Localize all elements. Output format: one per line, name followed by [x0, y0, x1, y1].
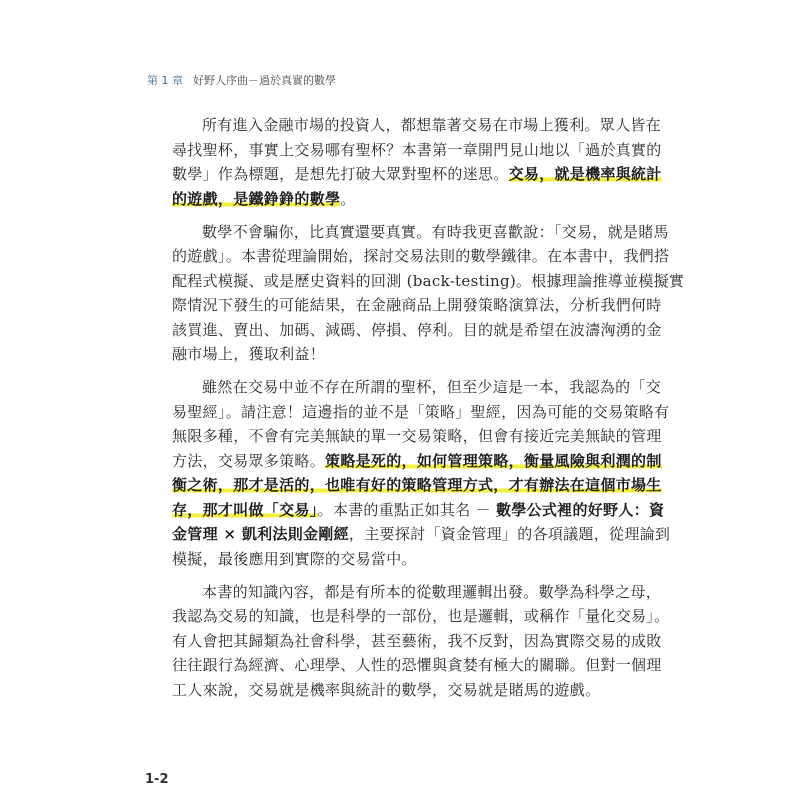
text-span: 本書的知識內容，都是有所本的從數理邏輯出發。數學為科學之母，	[202, 582, 662, 601]
text-line	[172, 375, 662, 400]
text-span: 易聖經」。請注意！這邊指的並不是「策略」聖經，因為可能的交易策略有	[172, 402, 670, 421]
text-line	[172, 162, 662, 187]
text-span: 工人來說，交易就是機率與統計的數學，交易就是賭馬的遊戲。	[172, 680, 601, 699]
text-line	[172, 604, 670, 629]
text-span: ，主要探討「資金管理」的各項議題，從理論到	[348, 525, 671, 543]
text-line	[172, 244, 670, 269]
text-line	[172, 473, 662, 498]
text-line	[172, 498, 665, 523]
text-span: 際情況下發生的可能結果，在金融商品上開發策略演算法，分析我們何時	[172, 296, 662, 314]
text-span: 模擬，最後應用到實際的交易當中。	[172, 549, 417, 568]
paragraph	[172, 580, 670, 703]
text-line	[172, 522, 671, 547]
text-line	[172, 318, 662, 343]
paragraph	[172, 220, 685, 367]
paragraph	[172, 375, 671, 571]
text-span: 。本書的重點正如其名 －	[317, 500, 496, 519]
text-span: 所有進入金融市場的投資人，都想靠著交易在市場上獲利。眾人皆在	[202, 116, 662, 134]
text-span: 配程式模擬、或是歷史資料的回測 (back-testing)。根據理論推導並模擬實	[172, 271, 685, 290]
text-line	[172, 342, 612, 367]
highlighted-text: 金管理 × 凱利法則金剛經	[172, 525, 349, 543]
text-span: 我認為交易的知識，也是科學的一部份，也是邏輯，或稱作「量化交易」。	[172, 607, 670, 625]
text-line	[172, 547, 612, 572]
text-line	[172, 449, 662, 474]
highlighted-text: 的遊戲，是鐵錚錚的數學	[172, 189, 341, 208]
text-span: 該買進、賣出、加碼、減碼、停損、停利。目的就是希望在波濤洶湧的金	[172, 320, 662, 339]
text-line	[172, 424, 662, 449]
text-span: 融市場上，獲取利益！	[172, 345, 326, 363]
text-line	[172, 580, 662, 605]
text-line	[172, 629, 662, 654]
text-line	[172, 113, 662, 138]
highlighted-text: 策略是死的，如何管理策略，衡量風險與利潤的制	[325, 451, 662, 470]
text-span: 。	[340, 189, 356, 208]
text-span: 雖然在交易中並不存在所謂的聖杯，但至少這是一本，我認為的「交	[202, 378, 662, 396]
text-line	[172, 653, 662, 678]
text-span: 數學」作為標題，是想先打破大眾對聖杯的迷思。	[172, 165, 509, 183]
running-header	[147, 72, 336, 88]
text-line	[172, 220, 669, 245]
highlighted-text: 數學公式裡的好野人：資	[495, 500, 665, 519]
highlighted-text: 衡之術，那才是活的，也唯有好的策略管理方式，才有辦法在這個市場生	[172, 476, 662, 494]
text-span: 方法，交易眾多策略。	[172, 451, 326, 470]
chapter-label: 第 1 章	[147, 74, 183, 87]
chapter-title: 好野人序曲－過於真實的數學	[193, 74, 336, 87]
text-span: 往往跟行為經濟、心理學、人性的恐懼與貪婪有極大的關聯。但對一個理	[172, 656, 662, 674]
text-line	[172, 293, 662, 318]
text-line	[172, 678, 612, 703]
text-span: 的遊戲」。本書從理論開始，探討交易法則的數學鐵律。在本書中，我們搭	[172, 247, 670, 265]
text-span: 無限多種，不會有完美無缺的單一交易策略，但會有接近完美無缺的管理	[172, 427, 662, 445]
text-line	[172, 138, 662, 163]
text-span: 尋找聖杯，事實上交易哪有聖杯？本書第一章開門見山地以「過於真實的	[172, 140, 662, 159]
text-line	[172, 269, 685, 294]
highlighted-text: 交易，就是機率與統計	[508, 165, 662, 183]
text-line	[172, 400, 670, 425]
text-span: 數學不會騙你，比真實還要真實。有時我更喜歡說：「交易，就是賭馬	[202, 222, 669, 241]
paragraph	[172, 113, 662, 211]
highlighted-text: 存，那才叫做「交易」	[172, 500, 318, 519]
text-line	[172, 187, 612, 212]
text-span: 有人會把其歸類為社會科學，甚至藝術，我不反對，因為實際交易的成敗	[172, 631, 662, 650]
body-text	[172, 113, 685, 702]
page-number: 1-2	[145, 772, 169, 787]
